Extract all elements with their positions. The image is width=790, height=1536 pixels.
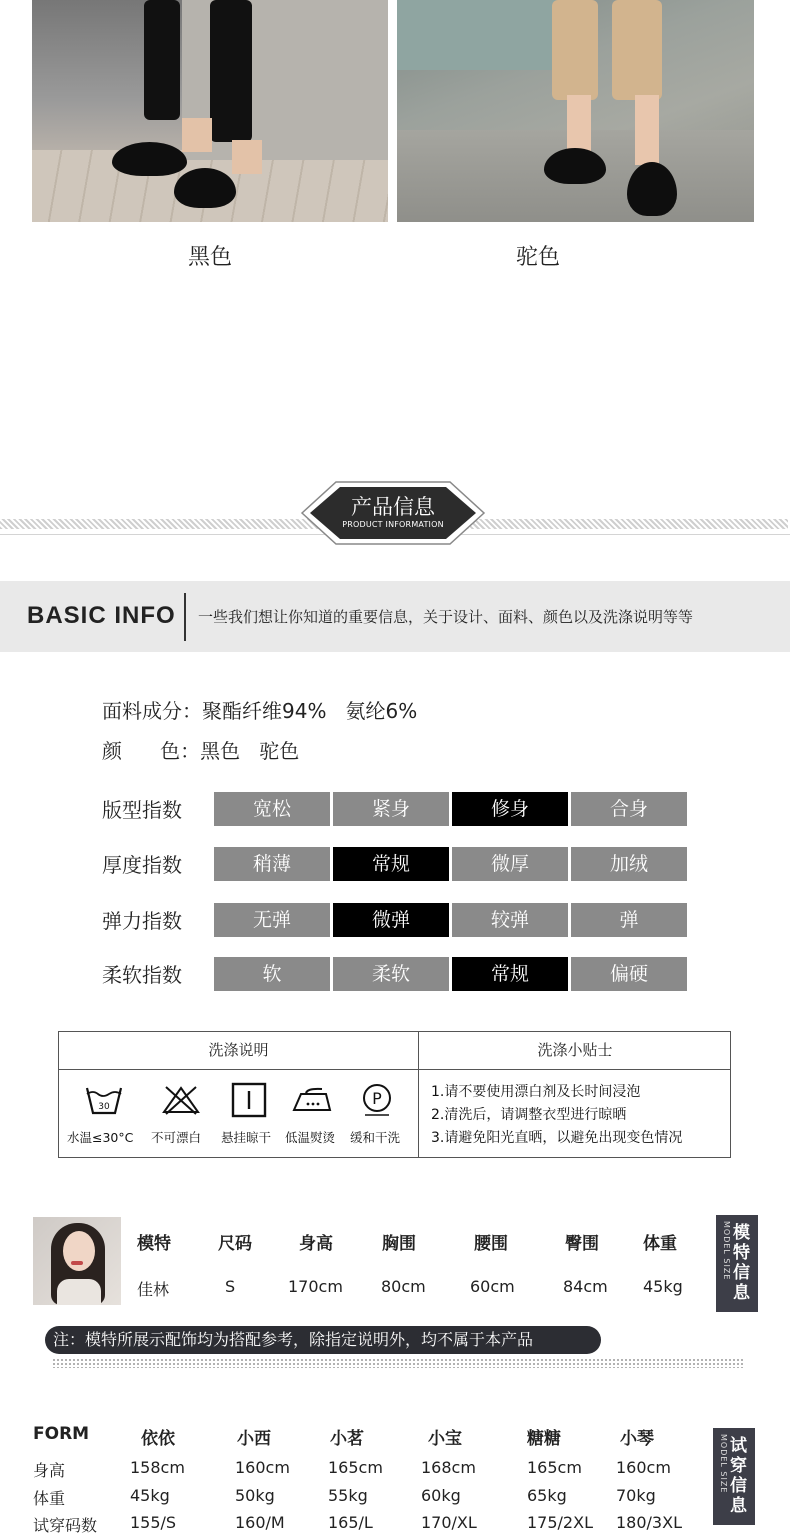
camel-color-caption: 驼色 (516, 245, 561, 270)
badge-title: 产品信息 (351, 495, 435, 519)
model-value-bust: 80cm (381, 1277, 426, 1296)
product-info-badge (300, 480, 486, 546)
fabric-row (102, 695, 417, 724)
index-label: 柔软指数 (102, 963, 182, 987)
low-iron-icon (292, 1082, 332, 1118)
wash-tip-2: 2.清洗后，请调整衣型进行晾晒 (431, 1107, 627, 1123)
basic-info-description: 一些我们想让你知道的重要信息，关于设计、面料、颜色以及洗涤说明等等 (198, 608, 694, 626)
model-info-tag (716, 1215, 758, 1312)
index-label: 厚度指数 (102, 853, 182, 877)
fitting-cell: 165cm (328, 1458, 383, 1477)
index-option-selected: 常规 (452, 957, 568, 991)
wash-tip-1: 1.请不要使用漂白剂及长时间浸泡 (431, 1084, 641, 1100)
black-color-photo (32, 0, 388, 222)
fitting-cell: 168cm (421, 1458, 476, 1477)
camel-color-photo (397, 0, 754, 222)
hang-dry-label: 悬挂晾干 (221, 1130, 272, 1145)
index-option: 稍薄 (214, 847, 330, 881)
fitting-cell: 45kg (130, 1486, 170, 1505)
model-header-bust: 胸围 (382, 1234, 416, 1254)
disclaimer-note: 注：模特所展示配饰均为搭配参考，除指定说明外，均不属于本产品 (45, 1326, 601, 1354)
index-option: 宽松 (214, 792, 330, 826)
fitting-cell: 165cm (527, 1458, 582, 1477)
fitting-cell: 65kg (527, 1486, 567, 1505)
fitting-name-6: 小琴 (620, 1429, 654, 1449)
index-option-selected: 微弹 (333, 903, 449, 937)
wash-tub-icon (84, 1082, 124, 1118)
fitting-row-label: 试穿码数 (33, 1516, 98, 1535)
index-option: 无弹 (214, 903, 330, 937)
model-header-size: 尺码 (218, 1234, 252, 1254)
model-tag-cn: 模特信息 (733, 1223, 750, 1303)
model-header-height: 身高 (299, 1234, 333, 1254)
fitting-row-label: 体重 (33, 1489, 66, 1508)
index-option: 紧身 (333, 792, 449, 826)
divider-stripe-left (0, 519, 320, 529)
fitting-cell: 60kg (421, 1486, 461, 1505)
fitting-cell: 175/2XL (527, 1513, 593, 1532)
model-header-waist: 腰围 (474, 1234, 508, 1254)
index-option: 合身 (571, 792, 687, 826)
dotted-divider (52, 1358, 744, 1368)
wash-header: 洗涤说明 (59, 1032, 418, 1070)
fitting-name-4: 小宝 (428, 1429, 462, 1449)
hang-dry-icon (229, 1082, 269, 1118)
model-tag-en: MODEL SIZE (722, 1221, 731, 1281)
svg-text:30: 30 (98, 1102, 110, 1112)
fitting-name-1: 依依 (141, 1429, 175, 1449)
model-value-name: 佳林 (137, 1280, 170, 1299)
fitting-row-label: 身高 (33, 1461, 66, 1480)
fitting-cell: 165/L (328, 1513, 373, 1532)
black-loafer-left (112, 142, 187, 176)
fabric-label: 面料成分： (102, 699, 202, 723)
fitting-name-3: 小茗 (330, 1429, 364, 1449)
model-header-weight: 体重 (643, 1234, 677, 1254)
low-iron-label: 低温熨烫 (285, 1130, 336, 1145)
fitting-name-2: 小西 (237, 1429, 271, 1449)
model-header-hips: 臀围 (565, 1234, 599, 1254)
color-value: 黑色 驼色 (200, 739, 300, 763)
fitting-cell: 170/XL (421, 1513, 477, 1532)
wash-tip-3: 3.请避免阳光直晒，以避免出现变色情况 (431, 1130, 683, 1146)
fitting-cell: 55kg (328, 1486, 368, 1505)
basic-info-title: BASIC INFO (27, 602, 176, 629)
index-option: 柔软 (333, 957, 449, 991)
fitting-cell: 158cm (130, 1458, 185, 1477)
fitting-cell: 160cm (235, 1458, 290, 1477)
fabric-value: 聚酯纤维94% 氨纶6% (202, 699, 418, 723)
index-option: 弹 (571, 903, 687, 937)
index-label: 版型指数 (102, 798, 182, 822)
basic-info-band (0, 581, 790, 652)
index-option: 较弹 (452, 903, 568, 937)
svg-text:P: P (372, 1089, 382, 1108)
index-option-selected: 常规 (333, 847, 449, 881)
index-option: 偏硬 (571, 957, 687, 991)
dry-clean-label: 缓和干洗 (350, 1130, 401, 1145)
model-header-name: 模特 (137, 1234, 171, 1254)
fitting-tag-cn: 试穿信息 (730, 1436, 747, 1516)
model-value-height: 170cm (288, 1277, 343, 1296)
fitting-cell: 180/3XL (616, 1513, 682, 1532)
dry-clean-p-icon (357, 1082, 397, 1118)
no-bleach-label: 不可漂白 (151, 1130, 202, 1145)
wash-temp-label: 水温≤30°C (67, 1130, 134, 1145)
divider-stripe-right (466, 519, 788, 529)
fitting-info-tag (713, 1428, 755, 1525)
fitting-cell: 70kg (616, 1486, 656, 1505)
model-value-hips: 84cm (563, 1277, 608, 1296)
fitting-cell: 160/M (235, 1513, 285, 1532)
index-option-selected: 修身 (452, 792, 568, 826)
model-value-waist: 60cm (470, 1277, 515, 1296)
wash-table (58, 1031, 731, 1158)
wash-tips-header: 洗涤小贴士 (419, 1032, 731, 1070)
black-loafer-right (174, 168, 236, 208)
model-avatar (33, 1217, 121, 1305)
camel-photo-loafer-left (544, 148, 606, 184)
fitting-cell: 50kg (235, 1486, 275, 1505)
wash-table-divider (418, 1032, 419, 1157)
badge-subtitle: PRODUCT INFORMATION (342, 520, 444, 529)
index-option: 软 (214, 957, 330, 991)
index-label: 弹力指数 (102, 909, 182, 933)
fitting-cell: 155/S (130, 1513, 177, 1532)
no-bleach-icon (161, 1082, 201, 1118)
fitting-cell: 160cm (616, 1458, 671, 1477)
color-row (102, 735, 299, 764)
form-header: FORM (33, 1424, 90, 1444)
black-color-caption: 黑色 (188, 245, 233, 270)
color-label: 颜 色： (102, 739, 201, 763)
fitting-name-5: 糖糖 (527, 1429, 561, 1449)
model-value-size: S (225, 1277, 236, 1296)
index-option: 微厚 (452, 847, 568, 881)
fitting-tag-en: MODEL SIZE (719, 1434, 728, 1494)
index-option: 加绒 (571, 847, 687, 881)
band-divider (184, 593, 186, 641)
model-value-weight: 45kg (643, 1277, 683, 1296)
